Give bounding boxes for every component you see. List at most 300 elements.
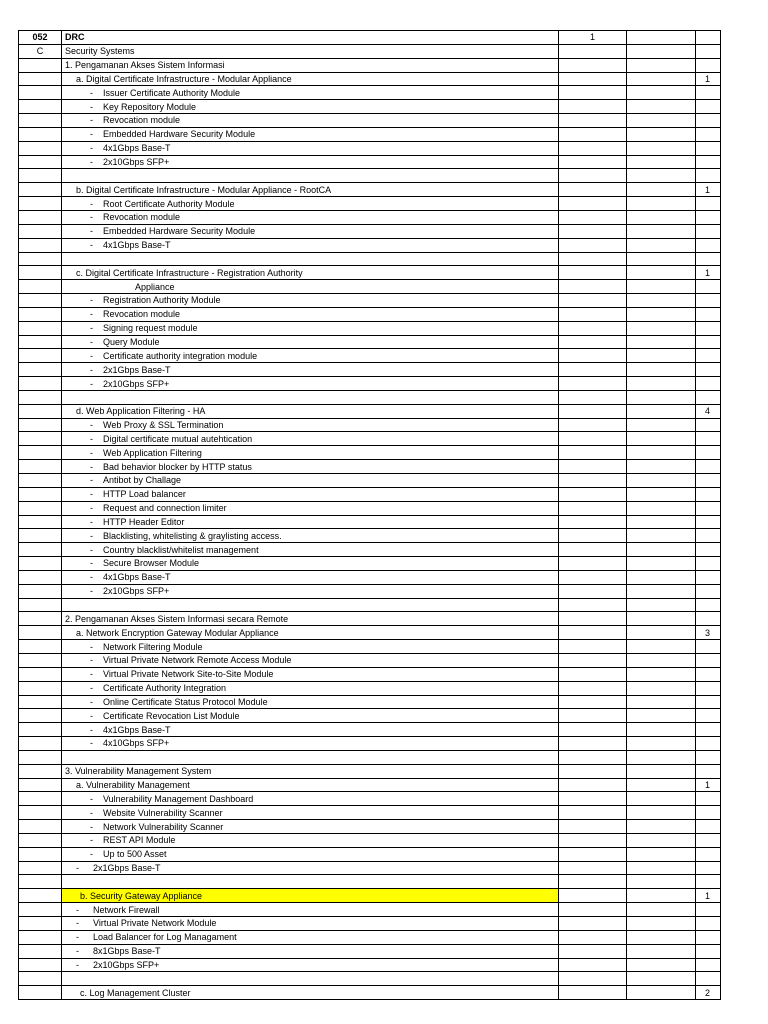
cell-col-d[interactable] [627, 446, 696, 460]
cell-col-d[interactable] [627, 640, 696, 654]
cell-col-a[interactable] [19, 986, 62, 1000]
cell-col-e[interactable] [696, 224, 721, 238]
cell-col-d[interactable] [627, 944, 696, 958]
cell-col-d[interactable] [627, 557, 696, 571]
cell-col-a[interactable] [19, 612, 62, 626]
cell-col-e[interactable] [696, 307, 721, 321]
cell-col-d[interactable] [627, 501, 696, 515]
cell-col-b[interactable] [62, 917, 559, 931]
cell-col-b[interactable] [62, 930, 559, 944]
cell-col-d[interactable] [627, 861, 696, 875]
cell-col-b[interactable] [62, 58, 559, 72]
cell-col-a[interactable] [19, 72, 62, 86]
cell-col-c[interactable] [559, 598, 627, 612]
cell-col-e[interactable] [696, 972, 721, 986]
cell-col-d[interactable] [627, 44, 696, 58]
cell-col-b[interactable] [62, 806, 559, 820]
cell-col-c[interactable] [559, 210, 627, 224]
cell-col-e[interactable] [696, 861, 721, 875]
cell-col-b[interactable] [62, 612, 559, 626]
cell-col-d[interactable] [627, 252, 696, 266]
cell-col-a[interactable] [19, 432, 62, 446]
cell-col-b[interactable] [62, 335, 559, 349]
cell-col-e[interactable] [696, 709, 721, 723]
cell-col-b[interactable] [62, 44, 559, 58]
cell-col-d[interactable] [627, 806, 696, 820]
cell-col-c[interactable] [559, 363, 627, 377]
cell-col-a[interactable] [19, 58, 62, 72]
cell-col-d[interactable] [627, 584, 696, 598]
cell-col-d[interactable] [627, 737, 696, 751]
cell-col-b[interactable] [62, 487, 559, 501]
cell-col-a[interactable] [19, 737, 62, 751]
cell-col-c[interactable] [559, 114, 627, 128]
cell-col-a[interactable] [19, 515, 62, 529]
cell-col-a[interactable] [19, 294, 62, 308]
cell-col-a[interactable] [19, 31, 62, 45]
cell-col-a[interactable] [19, 100, 62, 114]
cell-col-d[interactable] [627, 197, 696, 211]
cell-col-c[interactable] [559, 570, 627, 584]
cell-col-a[interactable] [19, 764, 62, 778]
cell-col-b[interactable] [62, 667, 559, 681]
cell-col-c[interactable] [559, 833, 627, 847]
cell-col-b[interactable] [62, 114, 559, 128]
cell-col-b[interactable] [62, 404, 559, 418]
cell-col-a[interactable] [19, 792, 62, 806]
cell-col-e[interactable] [696, 238, 721, 252]
cell-col-c[interactable] [559, 515, 627, 529]
cell-col-b[interactable] [62, 155, 559, 169]
cell-col-e[interactable] [696, 418, 721, 432]
cell-col-b[interactable] [62, 390, 559, 404]
cell-col-a[interactable] [19, 224, 62, 238]
cell-col-a[interactable] [19, 307, 62, 321]
cell-col-a[interactable] [19, 487, 62, 501]
cell-col-b[interactable] [62, 764, 559, 778]
cell-col-e[interactable] [696, 737, 721, 751]
cell-col-a[interactable] [19, 501, 62, 515]
cell-col-a[interactable] [19, 363, 62, 377]
cell-col-d[interactable] [627, 390, 696, 404]
cell-col-c[interactable] [559, 764, 627, 778]
cell-col-d[interactable] [627, 543, 696, 557]
cell-col-e[interactable] [696, 31, 721, 45]
cell-col-b[interactable] [62, 72, 559, 86]
cell-col-a[interactable] [19, 930, 62, 944]
cell-col-a[interactable] [19, 723, 62, 737]
cell-col-b[interactable] [62, 349, 559, 363]
cell-col-d[interactable] [627, 695, 696, 709]
cell-col-e[interactable] [696, 127, 721, 141]
cell-col-c[interactable] [559, 141, 627, 155]
cell-col-c[interactable] [559, 875, 627, 889]
cell-col-c[interactable] [559, 487, 627, 501]
cell-col-b[interactable] [62, 861, 559, 875]
cell-col-b[interactable] [62, 820, 559, 834]
cell-col-b[interactable] [62, 695, 559, 709]
cell-col-a[interactable] [19, 626, 62, 640]
cell-col-d[interactable] [627, 294, 696, 308]
cell-col-c[interactable] [559, 653, 627, 667]
cell-col-b[interactable] [62, 210, 559, 224]
cell-col-d[interactable] [627, 778, 696, 792]
cell-col-e[interactable] [696, 626, 721, 640]
cell-col-d[interactable] [627, 723, 696, 737]
cell-col-b[interactable] [62, 584, 559, 598]
cell-col-a[interactable] [19, 210, 62, 224]
cell-col-c[interactable] [559, 266, 627, 280]
cell-col-c[interactable] [559, 390, 627, 404]
cell-col-c[interactable] [559, 100, 627, 114]
cell-col-e[interactable] [696, 723, 721, 737]
cell-col-a[interactable] [19, 321, 62, 335]
cell-col-c[interactable] [559, 252, 627, 266]
cell-col-c[interactable] [559, 667, 627, 681]
cell-col-c[interactable] [559, 58, 627, 72]
cell-col-e[interactable] [696, 58, 721, 72]
cell-col-d[interactable] [627, 917, 696, 931]
cell-col-a[interactable] [19, 944, 62, 958]
cell-col-b[interactable] [62, 31, 559, 45]
cell-col-a[interactable] [19, 474, 62, 488]
cell-col-e[interactable] [696, 390, 721, 404]
cell-col-d[interactable] [627, 418, 696, 432]
cell-col-a[interactable] [19, 598, 62, 612]
cell-col-a[interactable] [19, 335, 62, 349]
cell-col-c[interactable] [559, 86, 627, 100]
cell-col-b[interactable] [62, 238, 559, 252]
cell-col-b[interactable] [62, 653, 559, 667]
cell-col-d[interactable] [627, 681, 696, 695]
cell-col-b[interactable] [62, 737, 559, 751]
cell-col-b[interactable] [62, 501, 559, 515]
cell-col-b[interactable] [62, 750, 559, 764]
cell-col-a[interactable] [19, 557, 62, 571]
cell-col-a[interactable] [19, 889, 62, 903]
cell-col-b[interactable] [62, 986, 559, 1000]
cell-col-b[interactable] [62, 141, 559, 155]
cell-col-b[interactable] [62, 377, 559, 391]
cell-col-e[interactable] [696, 266, 721, 280]
cell-col-e[interactable] [696, 280, 721, 294]
cell-col-c[interactable] [559, 681, 627, 695]
cell-col-a[interactable] [19, 349, 62, 363]
cell-col-e[interactable] [696, 515, 721, 529]
cell-col-d[interactable] [627, 377, 696, 391]
cell-col-e[interactable] [696, 598, 721, 612]
cell-col-e[interactable] [696, 930, 721, 944]
cell-col-a[interactable] [19, 847, 62, 861]
cell-col-a[interactable] [19, 653, 62, 667]
cell-col-a[interactable] [19, 44, 62, 58]
cell-col-e[interactable] [696, 44, 721, 58]
cell-col-e[interactable] [696, 446, 721, 460]
cell-col-b[interactable] [62, 958, 559, 972]
cell-col-a[interactable] [19, 114, 62, 128]
cell-col-b[interactable] [62, 944, 559, 958]
cell-col-e[interactable] [696, 543, 721, 557]
cell-col-e[interactable] [696, 197, 721, 211]
cell-col-b[interactable] [62, 681, 559, 695]
cell-col-e[interactable] [696, 294, 721, 308]
cell-col-a[interactable] [19, 667, 62, 681]
cell-col-e[interactable] [696, 667, 721, 681]
cell-col-d[interactable] [627, 972, 696, 986]
cell-col-a[interactable] [19, 377, 62, 391]
cell-col-c[interactable] [559, 474, 627, 488]
cell-col-b[interactable] [62, 529, 559, 543]
cell-col-c[interactable] [559, 72, 627, 86]
cell-col-c[interactable] [559, 335, 627, 349]
cell-col-b[interactable] [62, 474, 559, 488]
cell-col-e[interactable] [696, 141, 721, 155]
cell-col-d[interactable] [627, 100, 696, 114]
cell-col-d[interactable] [627, 487, 696, 501]
cell-col-c[interactable] [559, 155, 627, 169]
cell-col-a[interactable] [19, 584, 62, 598]
cell-col-e[interactable] [696, 764, 721, 778]
cell-col-a[interactable] [19, 709, 62, 723]
cell-col-a[interactable] [19, 695, 62, 709]
cell-col-c[interactable] [559, 820, 627, 834]
cell-col-b[interactable] [62, 224, 559, 238]
cell-col-e[interactable] [696, 100, 721, 114]
cell-col-e[interactable] [696, 570, 721, 584]
cell-col-d[interactable] [627, 903, 696, 917]
cell-col-b[interactable] [62, 446, 559, 460]
cell-col-e[interactable] [696, 986, 721, 1000]
cell-col-b[interactable] [62, 833, 559, 847]
cell-col-b[interactable] [62, 598, 559, 612]
cell-col-c[interactable] [559, 183, 627, 197]
cell-col-c[interactable] [559, 889, 627, 903]
cell-col-c[interactable] [559, 418, 627, 432]
cell-col-a[interactable] [19, 640, 62, 654]
cell-col-d[interactable] [627, 930, 696, 944]
cell-col-d[interactable] [627, 875, 696, 889]
cell-col-e[interactable] [696, 695, 721, 709]
cell-col-b[interactable] [62, 570, 559, 584]
cell-col-e[interactable] [696, 114, 721, 128]
cell-col-c[interactable] [559, 709, 627, 723]
cell-col-e[interactable] [696, 460, 721, 474]
cell-col-e[interactable] [696, 806, 721, 820]
cell-col-e[interactable] [696, 653, 721, 667]
cell-col-b[interactable] [62, 100, 559, 114]
cell-col-a[interactable] [19, 820, 62, 834]
cell-col-d[interactable] [627, 280, 696, 294]
cell-col-a[interactable] [19, 806, 62, 820]
cell-col-a[interactable] [19, 875, 62, 889]
cell-col-b[interactable] [62, 515, 559, 529]
cell-col-e[interactable] [696, 847, 721, 861]
cell-col-c[interactable] [559, 321, 627, 335]
cell-col-d[interactable] [627, 847, 696, 861]
cell-col-a[interactable] [19, 238, 62, 252]
cell-col-d[interactable] [627, 266, 696, 280]
cell-col-c[interactable] [559, 750, 627, 764]
cell-col-b[interactable] [62, 903, 559, 917]
cell-col-e[interactable] [696, 820, 721, 834]
cell-col-c[interactable] [559, 792, 627, 806]
cell-col-d[interactable] [627, 349, 696, 363]
cell-col-a[interactable] [19, 252, 62, 266]
cell-col-a[interactable] [19, 750, 62, 764]
cell-col-e[interactable] [696, 944, 721, 958]
cell-col-a[interactable] [19, 972, 62, 986]
cell-col-d[interactable] [627, 460, 696, 474]
cell-col-e[interactable] [696, 252, 721, 266]
cell-col-c[interactable] [559, 737, 627, 751]
cell-col-b[interactable] [62, 86, 559, 100]
cell-col-c[interactable] [559, 294, 627, 308]
cell-col-b[interactable] [62, 792, 559, 806]
cell-col-d[interactable] [627, 820, 696, 834]
cell-col-c[interactable] [559, 501, 627, 515]
cell-col-d[interactable] [627, 321, 696, 335]
cell-col-e[interactable] [696, 958, 721, 972]
cell-col-c[interactable] [559, 612, 627, 626]
cell-col-b[interactable] [62, 266, 559, 280]
cell-col-e[interactable] [696, 557, 721, 571]
cell-col-d[interactable] [627, 833, 696, 847]
cell-col-e[interactable] [696, 529, 721, 543]
cell-col-c[interactable] [559, 958, 627, 972]
cell-col-e[interactable] [696, 335, 721, 349]
cell-col-d[interactable] [627, 612, 696, 626]
cell-col-c[interactable] [559, 723, 627, 737]
cell-col-e[interactable] [696, 681, 721, 695]
cell-col-e[interactable] [696, 640, 721, 654]
cell-col-c[interactable] [559, 197, 627, 211]
cell-col-e[interactable] [696, 432, 721, 446]
cell-col-c[interactable] [559, 127, 627, 141]
cell-col-e[interactable] [696, 612, 721, 626]
cell-col-b[interactable] [62, 252, 559, 266]
cell-col-b[interactable] [62, 723, 559, 737]
cell-col-d[interactable] [627, 31, 696, 45]
cell-col-a[interactable] [19, 127, 62, 141]
cell-col-d[interactable] [627, 58, 696, 72]
cell-col-d[interactable] [627, 183, 696, 197]
cell-col-b[interactable] [62, 169, 559, 183]
cell-col-e[interactable] [696, 903, 721, 917]
cell-col-a[interactable] [19, 833, 62, 847]
cell-col-d[interactable] [627, 114, 696, 128]
cell-col-d[interactable] [627, 792, 696, 806]
cell-col-d[interactable] [627, 986, 696, 1000]
cell-col-a[interactable] [19, 958, 62, 972]
cell-col-d[interactable] [627, 86, 696, 100]
cell-col-c[interactable] [559, 861, 627, 875]
cell-col-d[interactable] [627, 570, 696, 584]
cell-col-c[interactable] [559, 847, 627, 861]
cell-col-e[interactable] [696, 501, 721, 515]
cell-col-e[interactable] [696, 584, 721, 598]
cell-col-a[interactable] [19, 446, 62, 460]
cell-col-a[interactable] [19, 529, 62, 543]
cell-col-d[interactable] [627, 709, 696, 723]
cell-col-b[interactable] [62, 889, 559, 903]
cell-col-d[interactable] [627, 958, 696, 972]
cell-col-e[interactable] [696, 86, 721, 100]
cell-col-a[interactable] [19, 861, 62, 875]
cell-col-b[interactable] [62, 640, 559, 654]
cell-col-d[interactable] [627, 307, 696, 321]
cell-col-d[interactable] [627, 155, 696, 169]
cell-col-c[interactable] [559, 169, 627, 183]
cell-col-b[interactable] [62, 543, 559, 557]
cell-col-c[interactable] [559, 972, 627, 986]
cell-col-e[interactable] [696, 349, 721, 363]
cell-col-e[interactable] [696, 792, 721, 806]
cell-col-c[interactable] [559, 626, 627, 640]
cell-col-a[interactable] [19, 197, 62, 211]
cell-col-c[interactable] [559, 404, 627, 418]
cell-col-d[interactable] [627, 432, 696, 446]
cell-col-b[interactable] [62, 460, 559, 474]
cell-col-a[interactable] [19, 86, 62, 100]
cell-col-e[interactable] [696, 833, 721, 847]
cell-col-a[interactable] [19, 183, 62, 197]
cell-col-c[interactable] [559, 557, 627, 571]
cell-col-a[interactable] [19, 141, 62, 155]
cell-col-e[interactable] [696, 750, 721, 764]
cell-col-d[interactable] [627, 169, 696, 183]
cell-col-d[interactable] [627, 653, 696, 667]
cell-col-b[interactable] [62, 875, 559, 889]
cell-col-d[interactable] [627, 626, 696, 640]
cell-col-c[interactable] [559, 944, 627, 958]
cell-col-e[interactable] [696, 72, 721, 86]
cell-col-c[interactable] [559, 986, 627, 1000]
cell-col-b[interactable] [62, 307, 559, 321]
cell-col-b[interactable] [62, 280, 559, 294]
cell-col-e[interactable] [696, 917, 721, 931]
cell-col-e[interactable] [696, 875, 721, 889]
cell-col-c[interactable] [559, 238, 627, 252]
cell-col-d[interactable] [627, 363, 696, 377]
cell-col-c[interactable] [559, 224, 627, 238]
cell-col-b[interactable] [62, 294, 559, 308]
cell-col-c[interactable] [559, 543, 627, 557]
cell-col-d[interactable] [627, 750, 696, 764]
cell-col-e[interactable] [696, 474, 721, 488]
cell-col-b[interactable] [62, 197, 559, 211]
cell-col-a[interactable] [19, 543, 62, 557]
cell-col-d[interactable] [627, 72, 696, 86]
cell-col-d[interactable] [627, 238, 696, 252]
cell-col-a[interactable] [19, 460, 62, 474]
cell-col-c[interactable] [559, 44, 627, 58]
cell-col-e[interactable] [696, 321, 721, 335]
cell-col-d[interactable] [627, 529, 696, 543]
cell-col-c[interactable] [559, 778, 627, 792]
cell-col-c[interactable] [559, 446, 627, 460]
cell-col-e[interactable] [696, 404, 721, 418]
cell-col-c[interactable] [559, 432, 627, 446]
cell-col-b[interactable] [62, 418, 559, 432]
cell-col-e[interactable] [696, 183, 721, 197]
cell-col-b[interactable] [62, 972, 559, 986]
cell-col-a[interactable] [19, 169, 62, 183]
cell-col-c[interactable] [559, 529, 627, 543]
cell-col-c[interactable] [559, 930, 627, 944]
cell-col-c[interactable] [559, 640, 627, 654]
cell-col-b[interactable] [62, 432, 559, 446]
cell-col-c[interactable] [559, 806, 627, 820]
